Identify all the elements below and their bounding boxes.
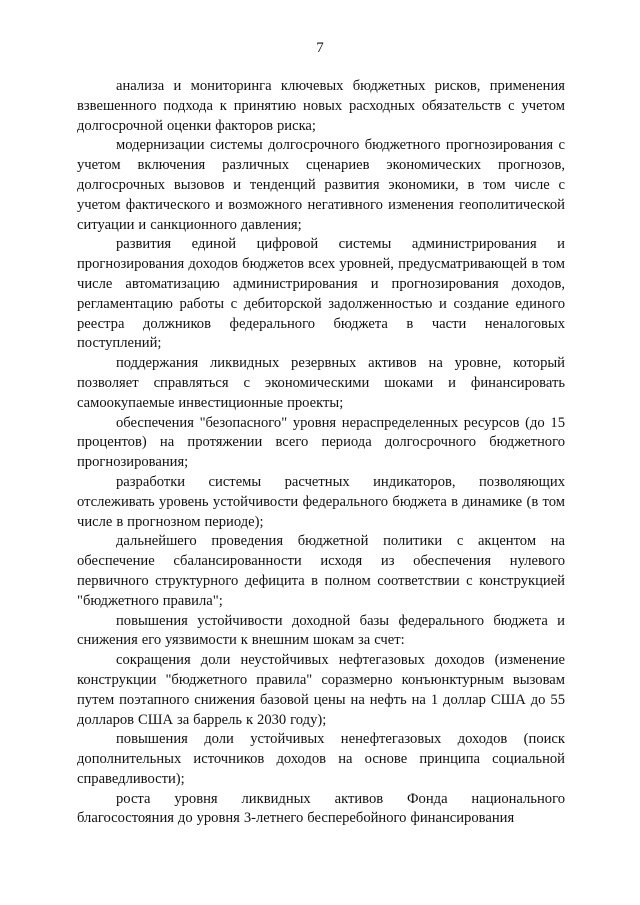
paragraph: анализа и мониторинга ключевых бюджетных рисков, применения взвешенного подхода к принятию новых расходных обязательств с учетом долгосрочной оценки факторов риска; — [77, 78, 565, 134]
page-number: 7 — [316, 40, 324, 56]
paragraph: сокращения доли неустойчивых нефтегазовых доходов (изменение конструкции "бюджетного правила" соразмерно конъюнктурным вызовам путем поэтапного снижения базовой цены на нефть на 1 доллар США до 55 долларов США за баррель к 2030 году); — [77, 652, 565, 728]
paragraph: дальнейшего проведения бюджетной политики с акцентом на обеспечение сбалансированности исходя из обеспечения нулевого первичного структурного дефицита в полном соответствии с конструкцией "бюджетного правила"; — [77, 533, 565, 609]
paragraph: роста уровня ликвидных активов Фонда национального благосостояния до уровня 3-летнего бесперебойного финансирования — [77, 790, 565, 827]
body-text — [77, 77, 565, 829]
paragraph: разработки системы расчетных индикаторов, позволяющих отслеживать уровень устойчивости федерального бюджета в динамике (в том числе в прогнозном периоде); — [77, 473, 565, 530]
paragraph: модернизации системы долгосрочного бюджетного прогнозирования с учетом включения различных сценариев экономических прогнозов, долгосрочных вызовов и тенденций развития экономики, в том числе с учетом фактического и возможного негативного изменения геополитической ситуации и санкционного давления; — [77, 137, 565, 233]
paragraph: обеспечения "безопасного" уровня нераспределенных ресурсов (до 15 процентов) на протяжении всего периода долгосрочного бюджетного прогнозирования; — [77, 414, 565, 471]
paragraph: развития единой цифровой системы администрирования и прогнозирования доходов бюджетов всех уровней, предусматривающей в том числе автоматизацию администрирования и прогнозирования доходов, регламентацию работы с дебиторской задолженностью и создание единого реестра должников федерального бюджета в части неналоговых поступлений; — [77, 236, 565, 352]
paragraph: поддержания ликвидных резервных активов на уровне, который позволяет справляться с экономическими шоками и финансировать самоокупаемые инвестиционные проекты; — [77, 355, 565, 411]
paragraph: повышения доли устойчивых ненефтегазовых доходов (поиск дополнительных источников доходов на основе принципа социальной справедливости); — [77, 731, 565, 787]
paragraph: повышения устойчивости доходной базы федерального бюджета и снижения его уязвимости к внешним шокам за счет: — [77, 612, 565, 649]
